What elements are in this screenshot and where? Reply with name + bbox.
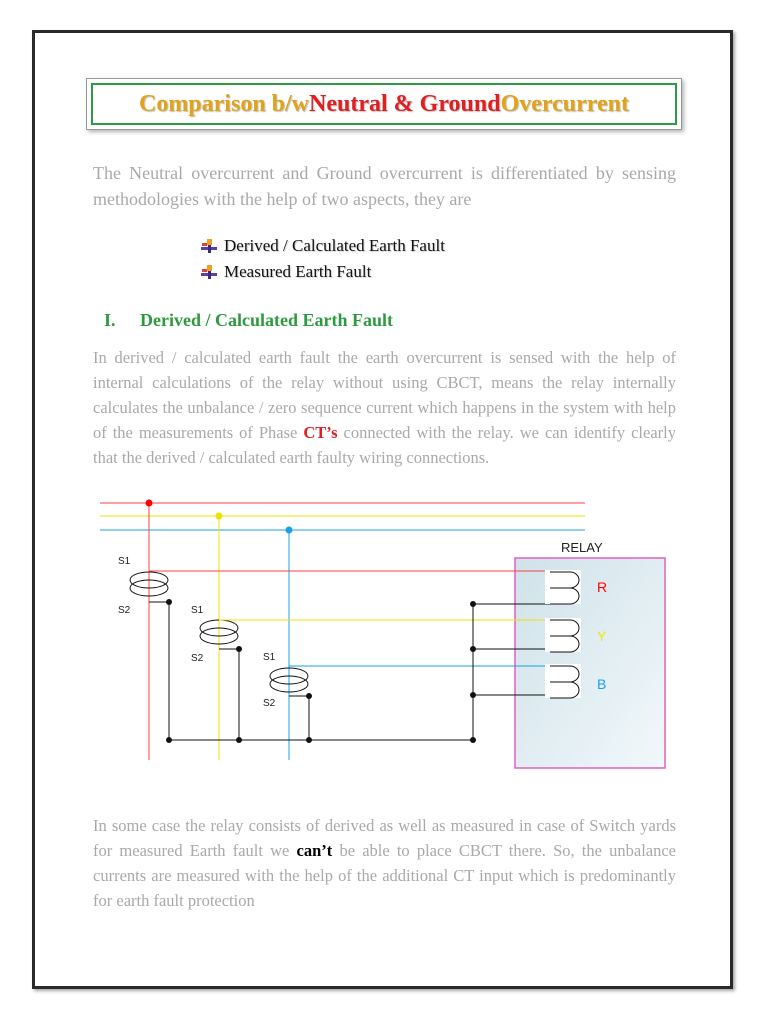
- title-part-2: Neutral & Ground: [309, 90, 501, 117]
- bullet-item: [200, 233, 445, 259]
- bullet-icon: [200, 264, 218, 280]
- intro-paragraph: The Neutral overcurrent and Ground overcurrent is differentiated by sensing methodologies with the help of two aspects, they are: [93, 163, 676, 209]
- relay-coil-r: [545, 570, 581, 604]
- paragraph-text: be able to place CBCT there. So, the unbalance currents are measured with the help of the additional CT input which is predominantly for earth fault protection: [93, 841, 676, 910]
- cant-highlight: can’t: [296, 841, 333, 860]
- bullet-list: [200, 233, 445, 285]
- relay-coil-y: [545, 618, 581, 652]
- section-title: Derived / Calculated Earth Fault: [140, 310, 393, 330]
- section-number: I.: [104, 310, 116, 330]
- bullet-item: [200, 259, 445, 285]
- ct-b-s2-wire: [289, 696, 309, 740]
- bullet-label: Derived / Calculated Earth Fault: [224, 236, 445, 255]
- wiring-diagram: [95, 492, 675, 777]
- relay-box: [515, 558, 665, 768]
- phase-label-b: B: [597, 676, 607, 692]
- phase-label-r: R: [597, 579, 608, 595]
- section-paragraph: [93, 345, 676, 470]
- ct-r-s1: S1: [118, 556, 131, 567]
- ct-highlight: CT’s: [303, 423, 338, 442]
- junction-y: [216, 513, 223, 520]
- relay-label: RELAY: [561, 540, 603, 555]
- bullet-label: Measured Earth Fault: [224, 262, 372, 281]
- ct-r-s2: S2: [118, 605, 131, 616]
- relay-coil-b: [545, 664, 581, 698]
- junction-b: [286, 527, 293, 534]
- paragraph-text: connected with the relay. we can identify clearly that the derived / calculated earth faulty wiring connections.: [93, 423, 676, 467]
- paragraph-text: In some case the relay consists of derived as well as measured in case of Switch yards for measured Earth fault we: [93, 816, 676, 860]
- ct-y-s2: S2: [191, 653, 204, 664]
- page-title: [91, 83, 677, 125]
- ct-b-s2: S2: [263, 698, 276, 709]
- ct-b-s1: S1: [263, 652, 276, 663]
- closing-paragraph: [93, 813, 676, 913]
- ct-y-s2-wire: [219, 649, 239, 740]
- bullet-icon: [200, 238, 218, 254]
- title-part-3: Overcurrent: [500, 90, 629, 117]
- section-heading: [104, 310, 393, 331]
- title-box: [86, 78, 682, 130]
- phase-label-y: Y: [597, 628, 607, 644]
- paragraph-text: In derived / calculated earth fault the earth overcurrent is sensed with the help of internal calculations of the relay without using CBCT, means the relay internally calculates the unbalance / zero sequence current which happens in the system with help of the measurements of Phase: [93, 348, 676, 442]
- ct-y-s1: S1: [191, 605, 204, 616]
- title-part-1: Comparison b/w: [138, 90, 310, 117]
- ct-r-s2-wire: [149, 602, 169, 740]
- junction-r: [146, 500, 153, 507]
